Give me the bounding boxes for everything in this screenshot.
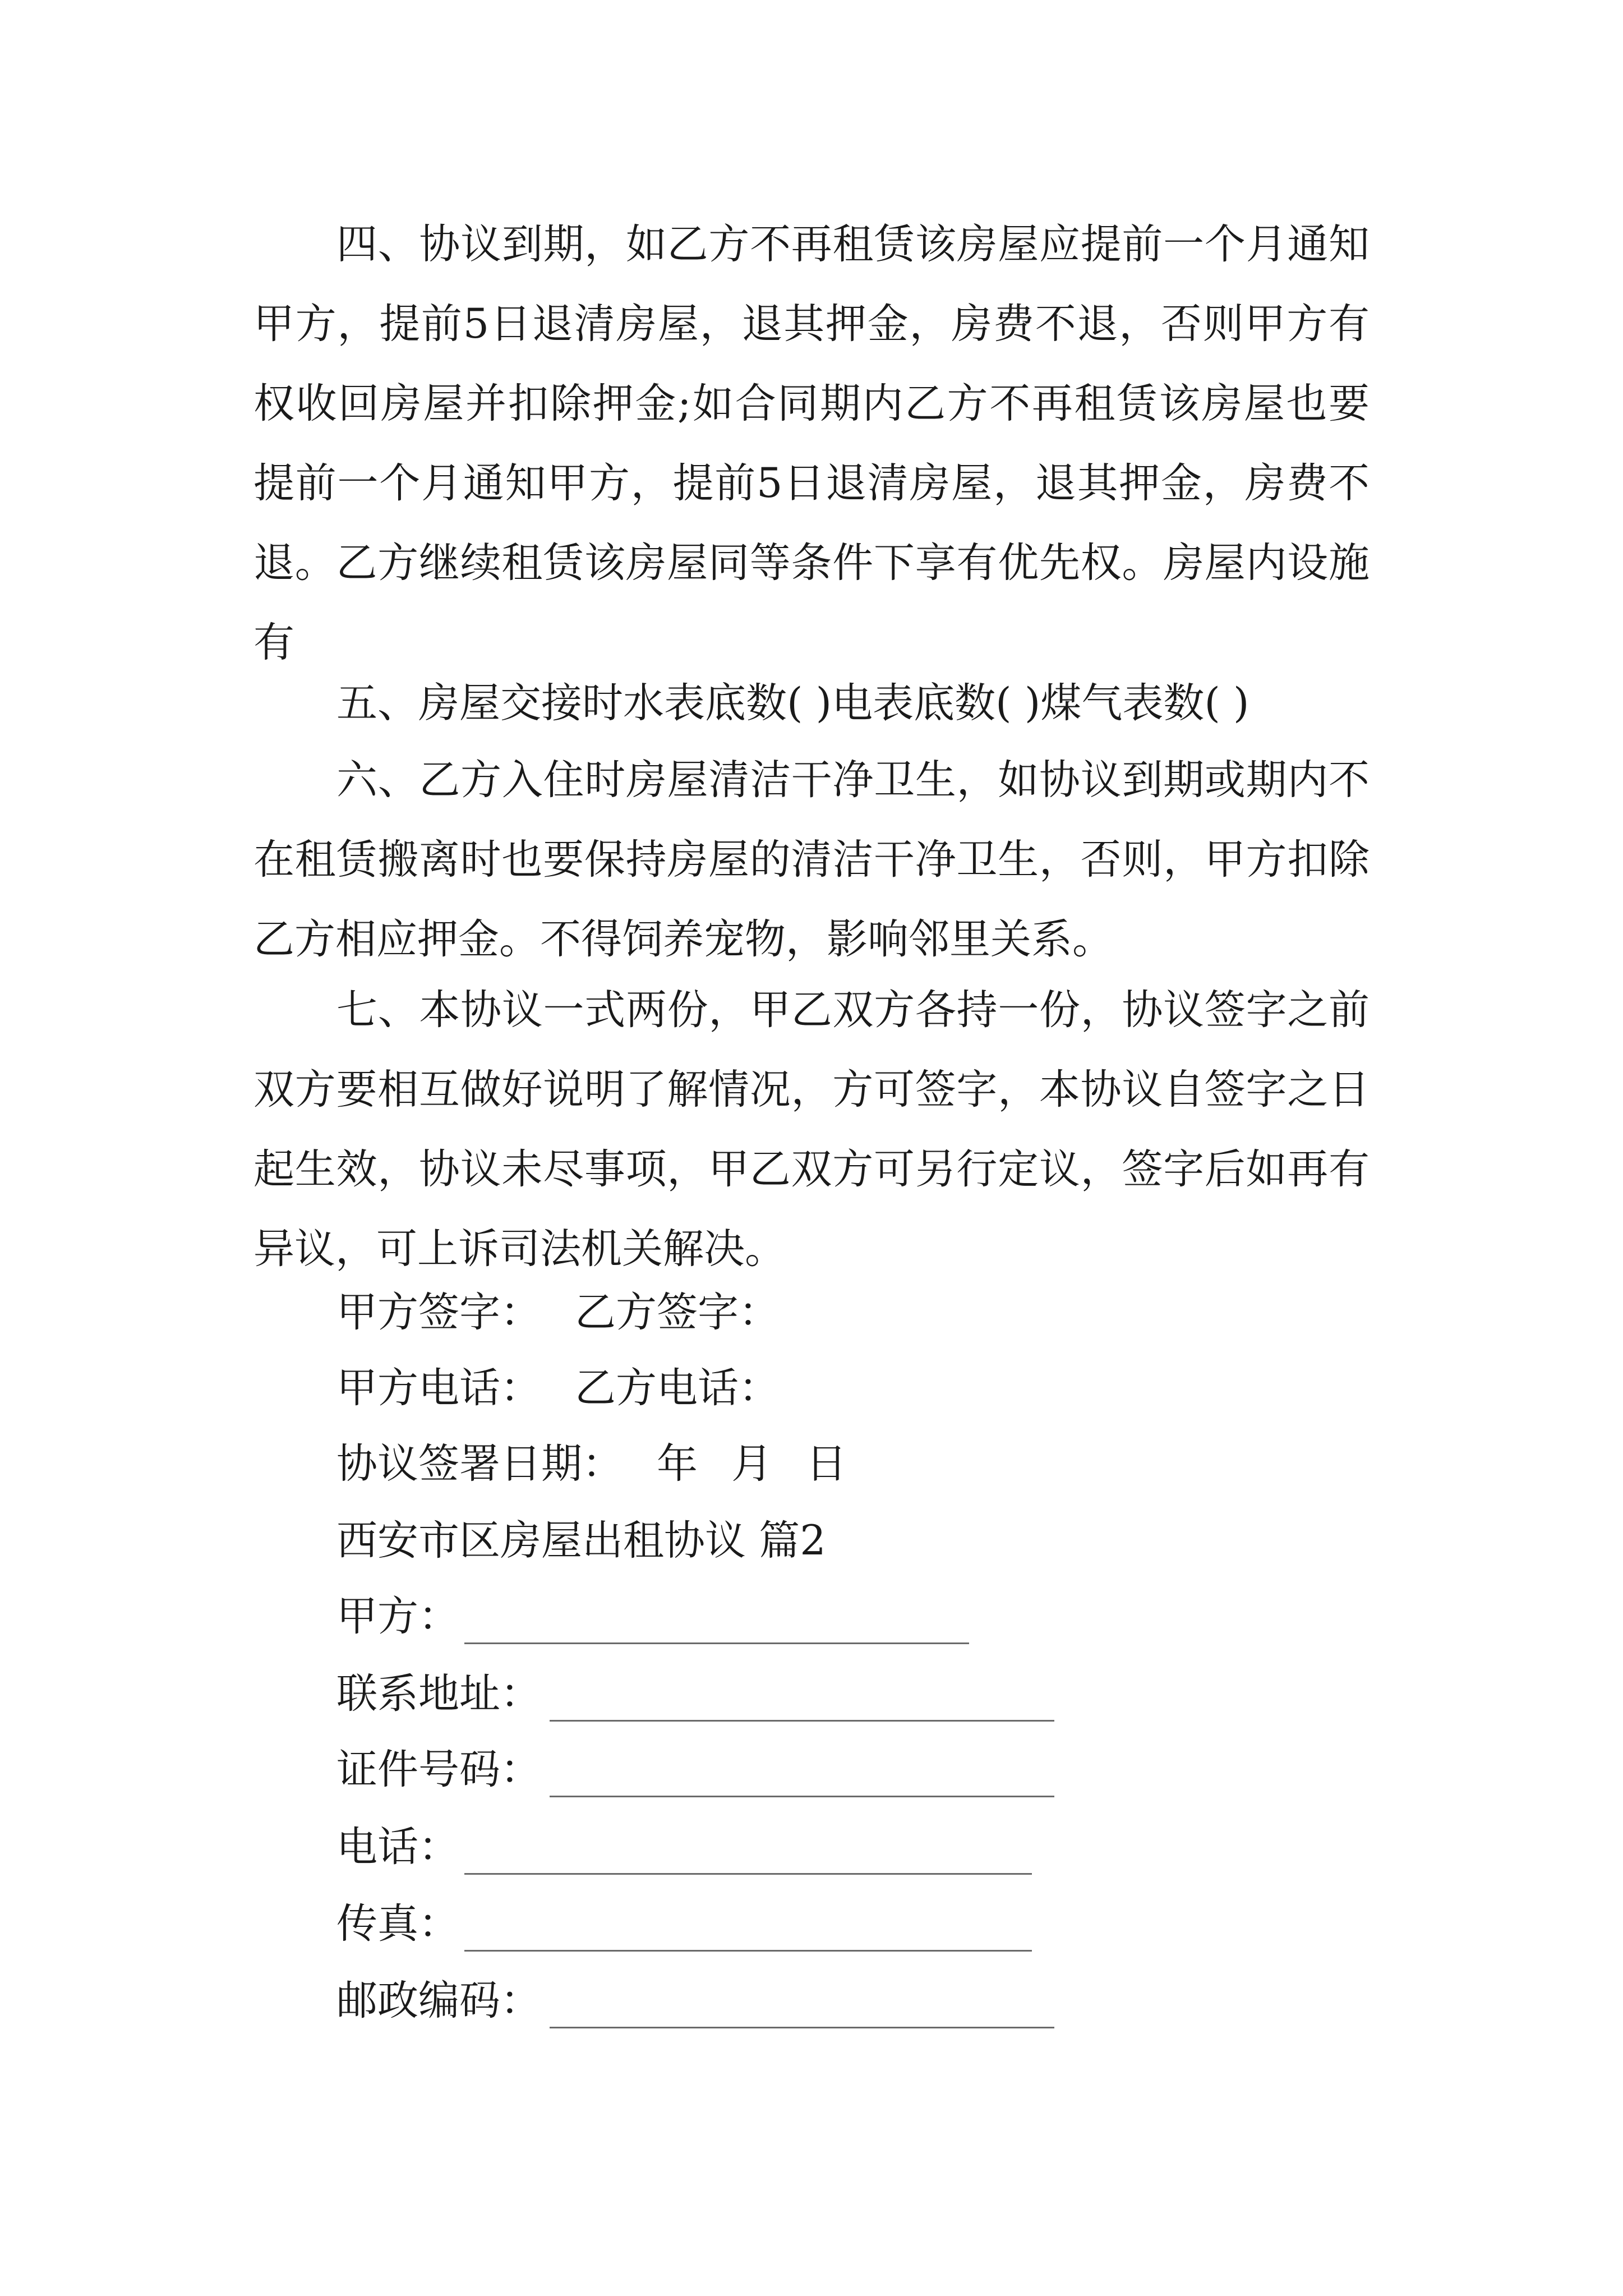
address-blank (550, 1720, 1054, 1722)
postcode-blank (550, 2027, 1054, 2028)
clause-4: 四、协议到期，如乙方不再租赁该房屋应提前一个月通知甲方，提前5日退清房屋，退其押金，房费不退，否则甲方有权收回房屋并扣除押金;如合同期内乙方不再租赁该房屋也要提前一个月通知甲方，提前5日退清房屋，退其押金，房费不退。乙方继续租赁该房屋同等条件下享有优先权。房屋内设施有 (253, 220, 1370, 666)
postcode-label: 邮政编码： (336, 1977, 541, 2024)
signature-row (336, 1285, 780, 1341)
party-b-sign-label: 乙方签字： (575, 1289, 780, 1336)
phone-blank (464, 1873, 1032, 1875)
clause-5: 五、房屋交接时水表底数( )电表底数( )煤气表数( ) (336, 679, 1249, 727)
id-number-blank (550, 1796, 1054, 1797)
party-a-blank (464, 1642, 969, 1644)
phone-label: 电话： (336, 1823, 459, 1871)
year-label: 年 (657, 1440, 698, 1488)
clause-7: 七、本协议一式两份，甲乙双方各持一份，协议签字之前双方要相互做好说明了解情况，方可签字，本协议自签字之日起生效，协议未尽事项，甲乙双方可另行定议，签字后如再有异议，可上诉司法机关解决。 (253, 986, 1370, 1273)
fax-field (336, 1896, 459, 1952)
section-2-heading: 西安市区房屋出租协议 篇2 (336, 1517, 826, 1565)
clause-6: 六、乙方入住时房屋清洁干净卫生，如协议到期或期内不在租赁搬离时也要保持房屋的清洁干净卫生，否则，甲方扣除乙方相应押金。不得饲养宠物，影响邻里关系。 (253, 756, 1370, 963)
party-b-phone-label: 乙方电话： (575, 1364, 780, 1412)
sign-date-row (336, 1436, 847, 1492)
party-a-label: 甲方： (336, 1593, 459, 1640)
party-a-field (336, 1589, 459, 1645)
phone-row (336, 1360, 780, 1416)
fax-label: 传真： (336, 1900, 459, 1948)
address-field (336, 1666, 541, 1722)
id-number-field (336, 1742, 541, 1798)
fax-blank (464, 1950, 1032, 1952)
phone-field (336, 1819, 459, 1875)
postcode-field (336, 1973, 541, 2029)
party-a-phone-label: 甲方电话： (336, 1364, 541, 1412)
id-number-label: 证件号码： (336, 1746, 541, 1793)
day-label: 日 (806, 1440, 847, 1488)
address-label: 联系地址： (336, 1670, 541, 1718)
month-label: 月 (731, 1440, 772, 1488)
party-a-sign-label: 甲方签字： (336, 1289, 541, 1336)
sign-date-label: 协议签署日期： (336, 1440, 623, 1488)
